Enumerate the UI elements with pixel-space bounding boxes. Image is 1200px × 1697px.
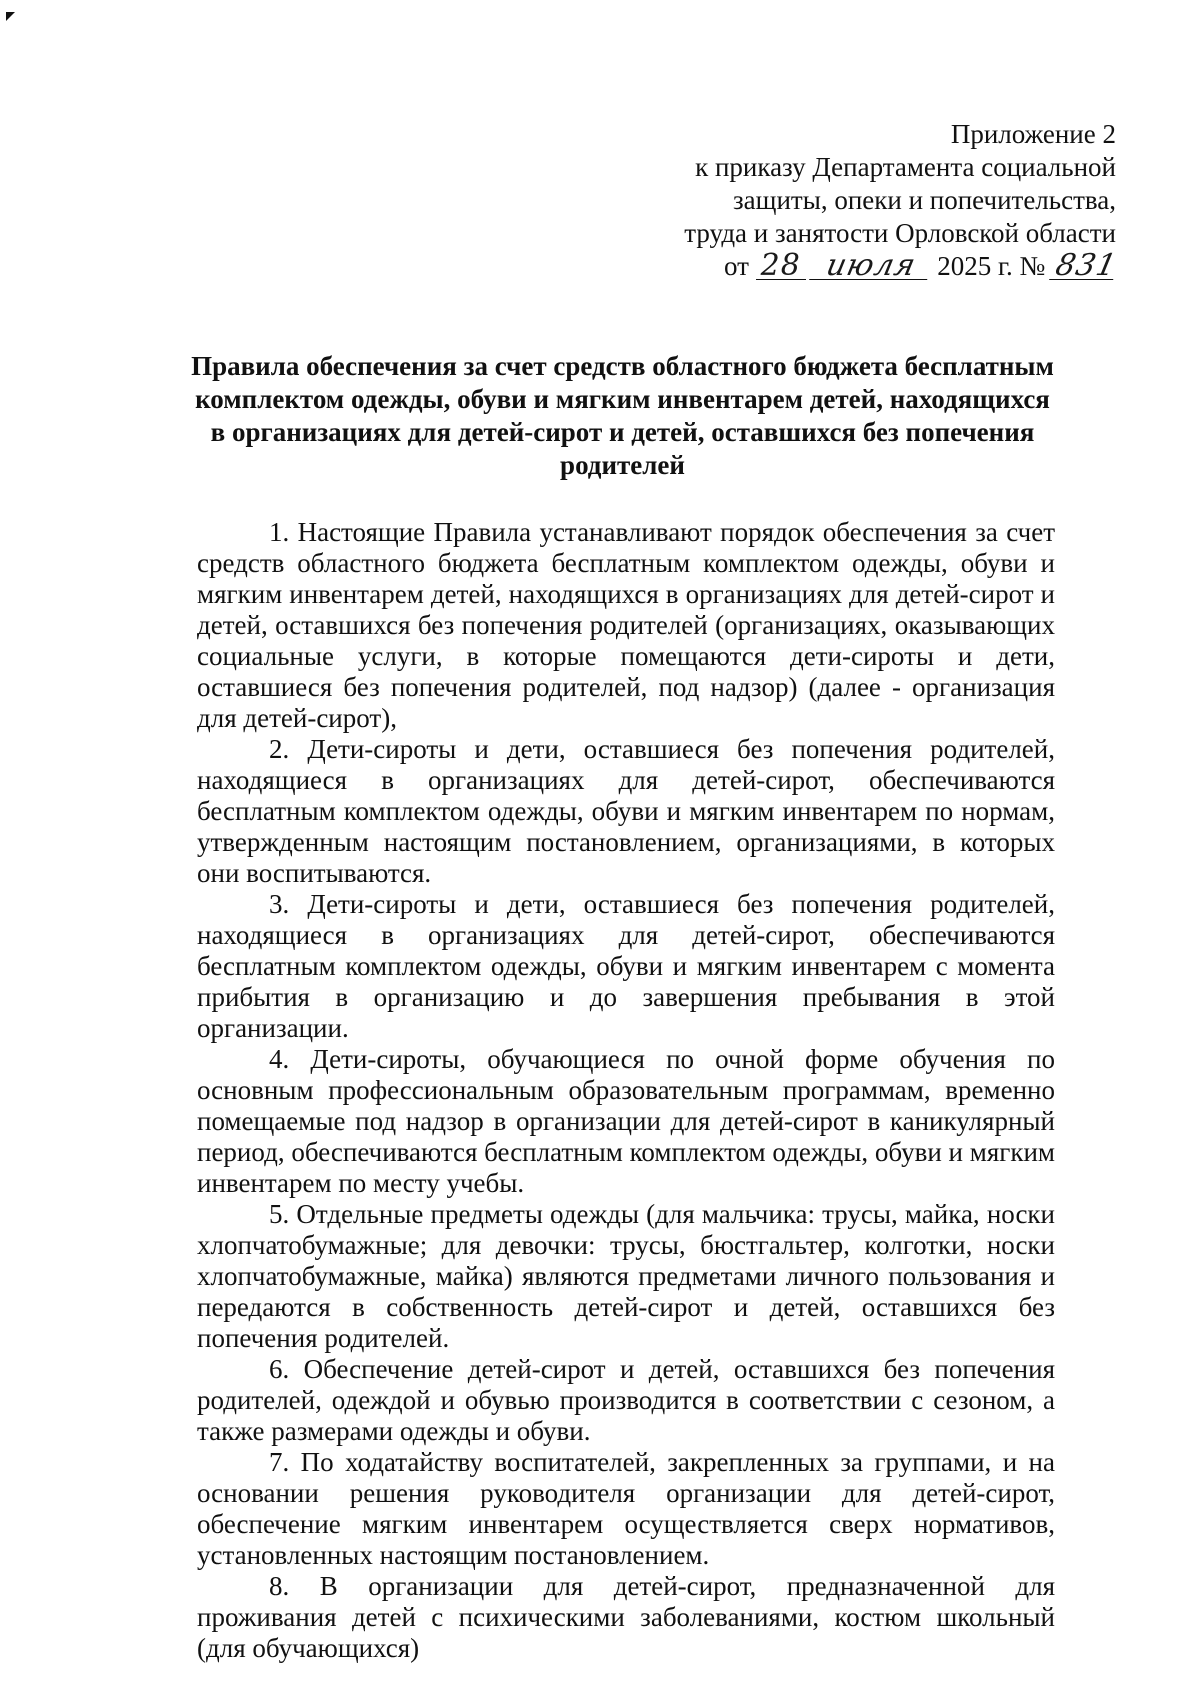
- appendix-order-ref: к приказу Департамента социальной: [695, 152, 1116, 182]
- paragraph: 3. Дети-сироты и дети, оставшиеся без попечения родителей, находящиеся в организациях для детей-сирот, обеспечиваются бесплатным комплектом одежды, обуви и мягким инвентарем с момента прибытия в организацию и до завершения пребывания в этой организации.: [197, 889, 1055, 1043]
- document-title: Правила обеспечения за счет средств областного бюджета бесплатным комплектом одежды, обуви и мягким инвентарем детей, находящихся в организациях для детей-сирот и детей, оставшихся без попечения родителей: [191, 351, 1054, 480]
- handwritten-month: июля: [810, 253, 934, 280]
- paragraph: 7. По ходатайству воспитателей, закрепленных за группами, и на основании решения руководителя организации для детей-сирот, обеспечение мягким инвентарем осуществляется сверх нормативов, установленных настоящим постановлением.: [197, 1447, 1055, 1570]
- paragraph: 2. Дети-сироты и дети, оставшиеся без попечения родителей, находящиеся в организациях для детей-сирот, обеспечиваются бесплатным комплектом одежды, обуви и мягким инвентарем по нормам, утвержденным настоящим постановлением, организациями, в которых они воспитываются.: [197, 734, 1055, 888]
- handwritten-day: 28: [756, 253, 806, 280]
- appendix-number: Приложение 2: [950, 119, 1116, 149]
- paragraph: 5. Отдельные предметы одежды (для мальчика: трусы, майка, носки хлопчатобумажные; для девочки: трусы, бюстгальтер, колготки, носки хлопчатобумажные, майка) являются предметами личного пользования и передаются в собственность детей-сирот и детей, оставшихся без попечения родителей.: [197, 1199, 1055, 1353]
- paragraph: 1. Настоящие Правила устанавливают порядок обеспечения за счет средств областного бюджета бесплатным комплектом одежды, обуви и мягким инвентарем детей, находящихся в организациях для детей-сирот и детей, оставшихся без попечения родителей (организациях, оказывающих социальные услуги, в которые помещаются дети-сироты и дети, оставшиеся без попечения родителей, под надзор) (далее - организация для детей-сирот),: [197, 517, 1055, 733]
- paragraph: 4. Дети-сироты, обучающиеся по очной форме обучения по основным профессиональным образовательным программам, временно помещаемые под надзор в организации для детей-сирот в каникулярный период, обеспечиваются бесплатным комплектом одежды, обуви и мягким инвентарем по месту учебы.: [197, 1044, 1055, 1198]
- date-year: 2025 г. №: [937, 251, 1046, 281]
- appendix-region: труда и занятости Орловской области: [684, 218, 1116, 248]
- paragraph: 8. В организации для детей-сирот, предназначенной для проживания детей с психическими заболеваниями, костюм школьный (для обучающихся): [197, 1571, 1055, 1663]
- date-prefix: от: [724, 251, 749, 281]
- scan-corner-mark: [6, 12, 15, 21]
- order-date-line: [596, 248, 1121, 283]
- appendix-header: [596, 118, 1121, 283]
- appendix-department: защиты, опеки и попечительства,: [733, 185, 1116, 215]
- paragraph: 6. Обеспечение детей-сирот и детей, оставшихся без попечения родителей, одеждой и обувью производится в соответствии с сезоном, а также размерами одежды и обуви.: [197, 1354, 1055, 1446]
- document-body: [197, 517, 1055, 1664]
- handwritten-doc-number: 831: [1049, 253, 1119, 280]
